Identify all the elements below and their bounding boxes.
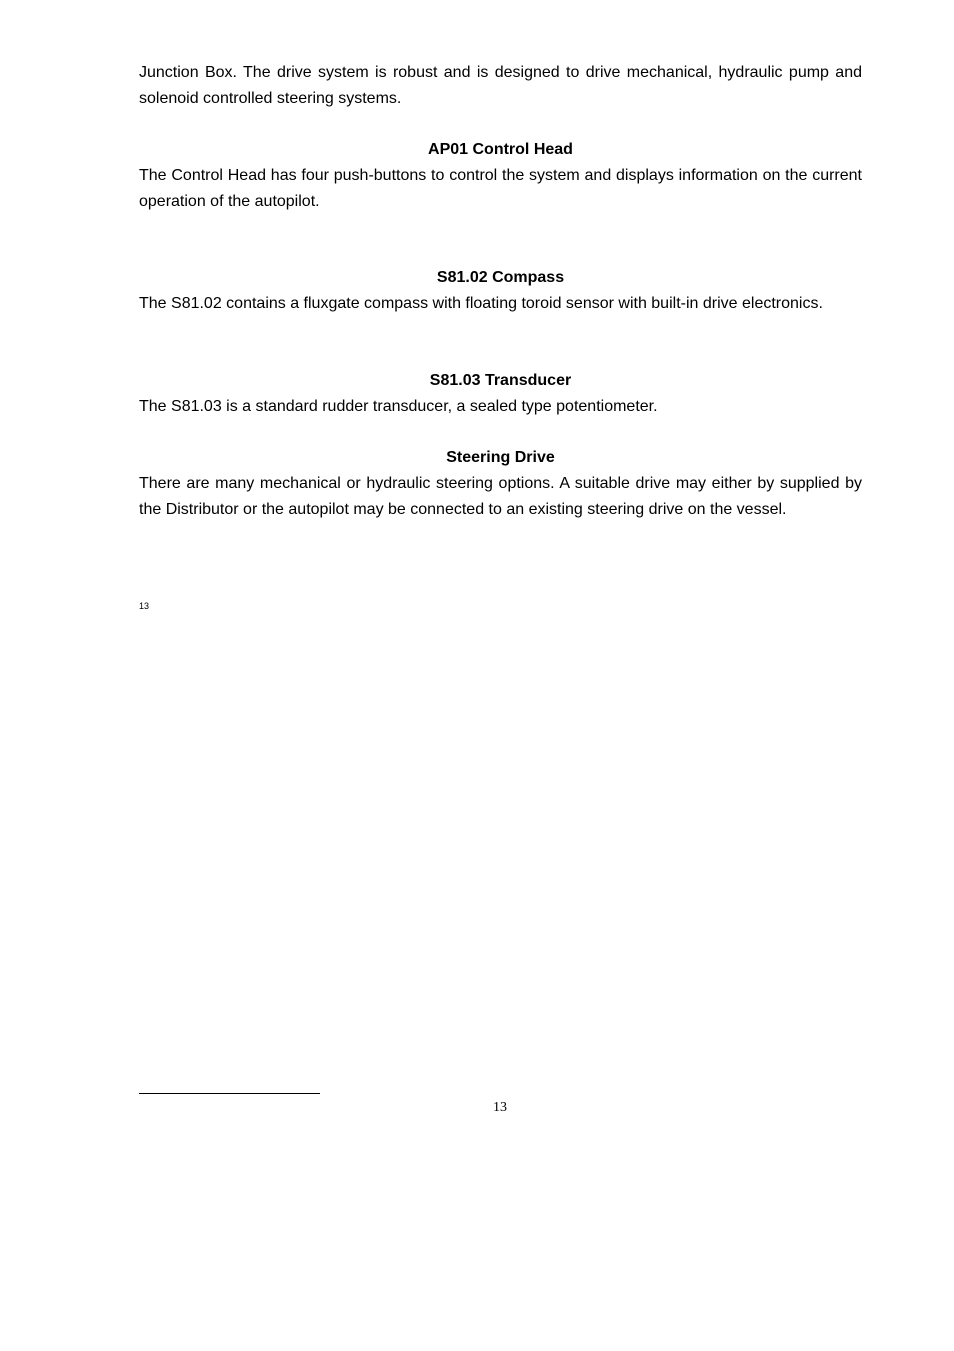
footnote-divider xyxy=(139,1093,320,1094)
intro-block xyxy=(139,60,862,112)
section-paragraph: The Control Head has four push-buttons to control the system and displays information on the current operation of the autopilot. xyxy=(139,167,862,210)
page-number: 13 xyxy=(493,1100,507,1115)
section-control-head xyxy=(139,137,862,215)
intro-paragraph: Junction Box. The drive system is robust and is designed to drive mechanical, hydraulic pump and solenoid controlled steering systems. xyxy=(139,64,862,107)
section-steering-drive xyxy=(139,445,862,523)
section-heading: S81.02 Compass xyxy=(436,269,565,286)
section-transducer xyxy=(139,368,862,420)
section-compass xyxy=(139,265,862,317)
section-heading: Steering Drive xyxy=(446,449,555,466)
section-paragraph: There are many mechanical or hydraulic steering options. A suitable drive may either by supplied by the Distributor or the autopilot may be connected to an existing steering drive on the vessel. xyxy=(139,475,862,518)
section-heading: S81.03 Transducer xyxy=(429,372,572,389)
footnote-marker: 13 xyxy=(139,601,150,611)
section-heading: AP01 Control Head xyxy=(428,141,573,158)
section-paragraph: The S81.03 is a standard rudder transducer, a sealed type potentiometer. xyxy=(139,398,658,415)
section-paragraph: The S81.02 contains a fluxgate compass with floating toroid sensor with built-in drive electronics. xyxy=(139,295,823,312)
